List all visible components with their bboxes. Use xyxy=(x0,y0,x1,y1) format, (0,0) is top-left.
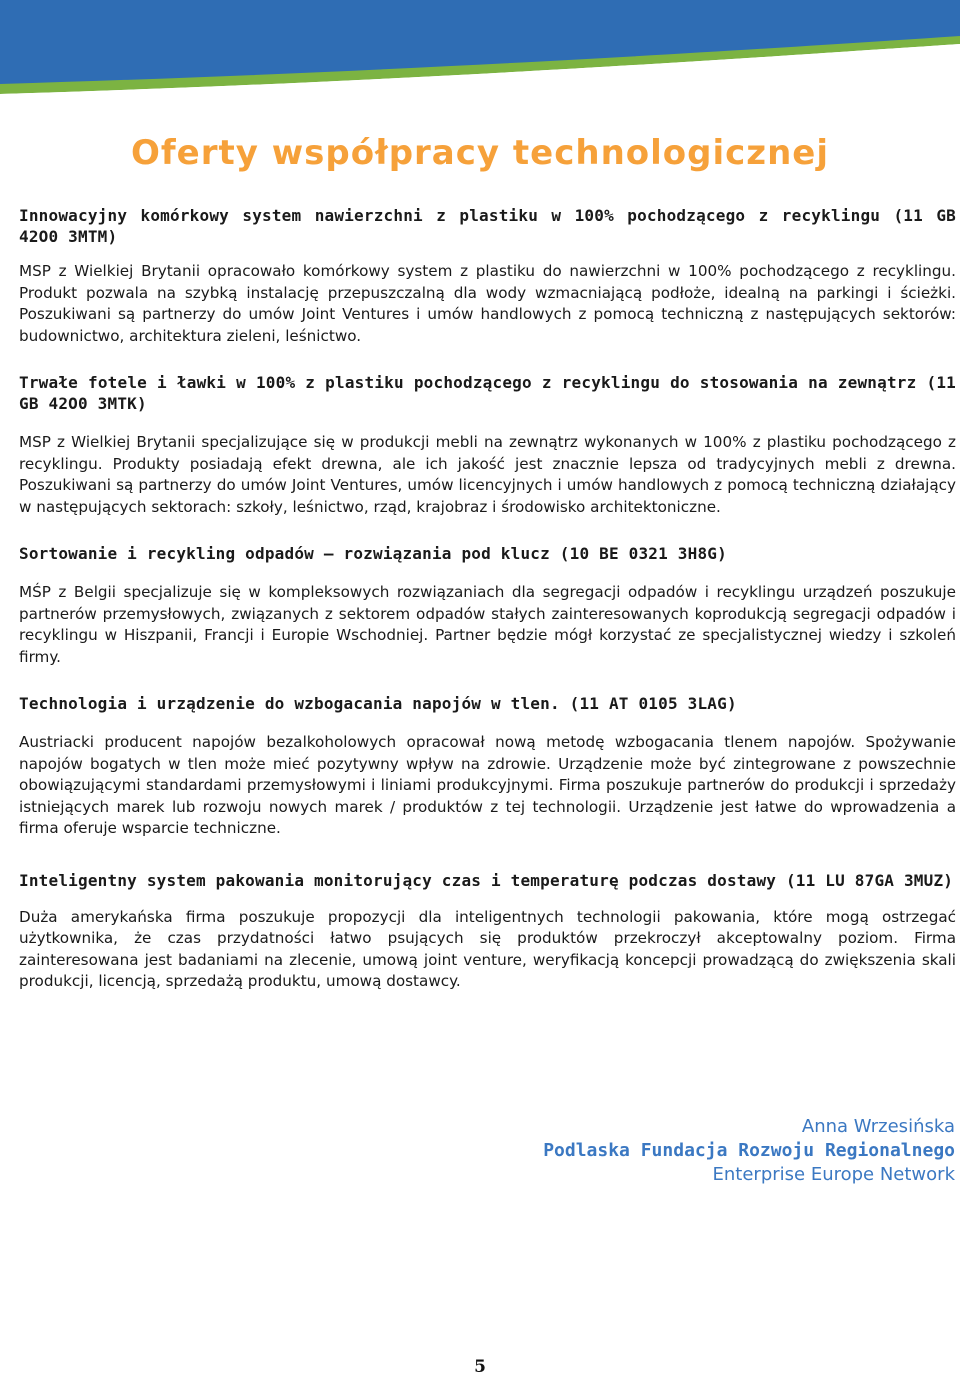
offer-description: MSP z Wielkiej Brytanii opracowało komórkowy system z plastiku do nawierzchni w 100% pochodzącego z recyklingu. Produkt pozwala na szybką instalację przepuszczalną dla wody wzmacniającą podłoże, idealną na parkingi i ścieżki. Poszukiwani są partnerzy do umów Joint Ventures i umów handlowych z pomocą techniczną z następujących sektorów: budownictwo, architektura zieleni, leśnictwo. xyxy=(19,262,956,345)
offer-section xyxy=(19,543,956,668)
offer-title: Innowacyjny komórkowy system nawierzchni z plastiku w 100% pochodzącego z recyklingu (11 GB 42O0 3MTM) xyxy=(19,206,956,246)
signature-block xyxy=(543,1115,955,1187)
offer-title: Technologia i urządzenie do wzbogacania napojów w tlen. (11 AT 0105 3LAG) xyxy=(19,694,737,713)
offer-title: Sortowanie i recykling odpadów — rozwiązania pod klucz (10 BE 0321 3H8G) xyxy=(19,544,727,563)
signature-name: Anna Wrzesińska xyxy=(801,1116,955,1137)
offer-description: MŚP z Belgii specjalizuje się w kompleksowych rozwiązaniach dla segregacji odpadów i recyklingu urządzeń poszukuje partnerów przemysłowych, związanych z sektorem odpadów stałych zainteresowanych koprodukcją segregacji odpadów i recyklingu w Hiszpanii, Francji i Europie Wschodniej. Partner będzie mógł korzystać ze specjalistycznej wiedzy i szkoleń firmy. xyxy=(19,583,956,666)
page-title: Oferty współpracy technologicznej xyxy=(130,133,830,173)
offer-description: MSP z Wielkiej Brytanii specjalizujące się w produkcji mebli na zewnątrz wykonanych w 100% z plastiku pochodzącego z recyklingu. Produkty posiadają efekt drewna, ale ich jakość jest znacznie lepsza od tradycyjnych mebli z drewna. Poszukiwani są partnerzy do umów Joint Ventures, umów licencyjnych i umów handlowych z pomocą techniczną działający w następujących sektorach: szkoły, leśnictwo, rząd, krajobraz i środowisko architektoniczne. xyxy=(19,433,956,516)
signature-network: Enterprise Europe Network xyxy=(712,1164,955,1185)
offer-section xyxy=(19,372,956,518)
offer-description: Austriacki producent napojów bezalkoholowych opracował nową metodę wzbogacania tlenem napojów. Spożywanie napojów bogatych w tlen może mieć pozytywny wpływ na zdrowie. Urządzenie może być zintegrowane z powszechnie obowiązującymi standardami przemysłowymi i liniami produkcyjnymi. Firma poszukuje partnerów do produkcji i sprzedaży istniejących marek lub rozwoju nowych marek / produktów z tej technologii. Urządzenie jest łatwe do wprowadzenia a firma oferuje wsparcie techniczne. xyxy=(19,733,956,837)
offer-section xyxy=(19,205,956,347)
header-decorative-band xyxy=(0,0,960,100)
offer-title: Trwałe fotele i ławki w 100% z plastiku pochodzącego z recyklingu do stosowania na zewnątrz (11 GB 42O0 3MTK) xyxy=(19,373,956,413)
offer-title: Inteligentny system pakowania monitorujący czas i temperaturę podczas dostawy (11 LU 87GA 3MUZ) xyxy=(19,870,954,890)
signature-organization: Podlaska Fundacja Rozwoju Regionalnego xyxy=(543,1140,955,1161)
page-number: 5 xyxy=(474,1357,486,1377)
offers-list xyxy=(19,205,956,993)
offer-section xyxy=(19,870,956,993)
offer-section xyxy=(19,693,956,840)
offer-description: Duża amerykańska firma poszukuje propozycji dla inteligentnych technologii pakowania, które mogą ostrzegać użytkownika, że czas przydatności łatwo psujących się produktów przekroczył akceptowalny poziom. Firma zainteresowana jest badaniami na zlecenie, umową joint venture, weryfikacją koncepcji prowadzącą do zwiększenia skali produkcji, licencją, sprzedażą produktu, umową dostawcy. xyxy=(19,907,956,990)
